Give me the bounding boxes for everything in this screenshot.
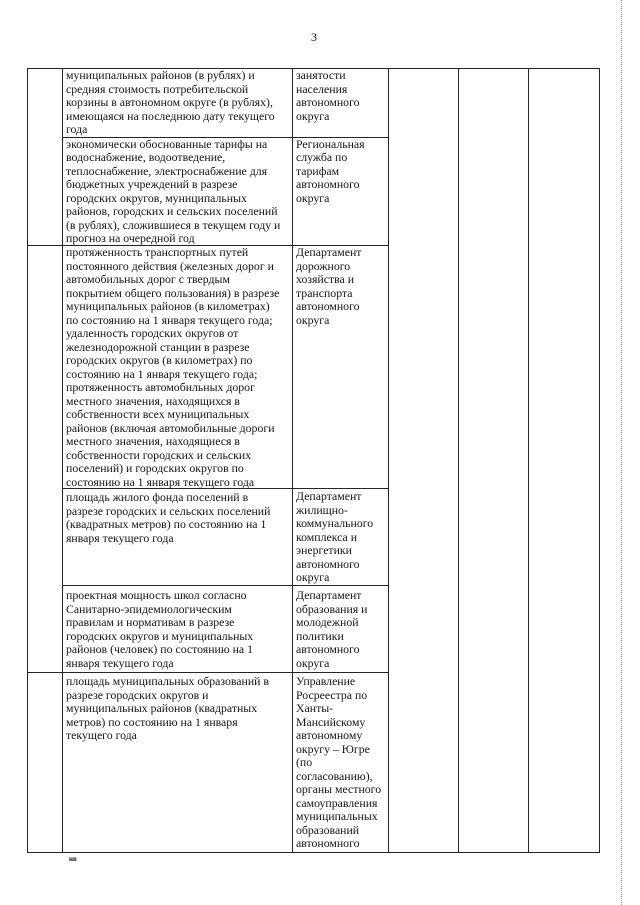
responsible-line: автономного — [296, 642, 360, 656]
responsible-line: автономного — [296, 836, 360, 850]
responsible-line: автономного — [296, 556, 360, 571]
responsible-line: самоуправления — [296, 795, 378, 810]
responsible-line: Региональная — [296, 136, 365, 151]
responsible-line: округу – Югре — [296, 741, 370, 756]
row-6-description — [66, 675, 269, 743]
description-line: января текущего года — [66, 530, 174, 545]
responsible-line: Ханты- — [296, 701, 334, 715]
responsible-line: образования и — [296, 601, 368, 616]
description-line: по состоянию на 1 января текущего года; — [66, 312, 273, 327]
description-line: водоснабжение, водоотведение, — [66, 150, 226, 164]
row-1-responsible — [296, 69, 360, 123]
responsible-line: жилищно- — [296, 502, 348, 517]
description-line: районов (включая автомобильные дороги — [66, 420, 275, 435]
row-separator — [27, 672, 388, 673]
description-line: (в рублях), сложившиеся в текущем году и — [66, 217, 281, 232]
description-line: протяженность автомобильных дорог — [66, 380, 255, 394]
responsible-line: органы местного — [296, 782, 382, 796]
table-border-bottom — [27, 852, 600, 853]
description-line: площадь жилого фонда поселений в — [66, 490, 249, 504]
description-line: городских округов и муниципальных — [66, 628, 254, 643]
table-border-vertical — [27, 68, 28, 852]
responsible-line: автономному — [296, 728, 363, 742]
description-line: районов, городских и сельских поселений — [66, 204, 278, 218]
responsible-line: коммунального — [296, 516, 374, 530]
row-3-responsible — [296, 246, 361, 327]
description-line: местного значения, находящиеся в — [66, 434, 240, 448]
responsible-line: округа — [296, 108, 330, 123]
responsible-line: Управление — [296, 674, 356, 688]
description-line: прогноз на очередной год — [66, 231, 195, 245]
row-2-description — [66, 138, 280, 246]
description-line: местного значения, находящихся в — [66, 393, 240, 408]
responsible-line: Мансийскому — [296, 714, 366, 729]
responsible-line: автономного — [296, 95, 360, 109]
responsible-line: дорожного — [296, 258, 351, 273]
description-line: протяженность транспортных путей — [66, 245, 249, 259]
description-line: проектная мощность школ согласно — [66, 588, 247, 602]
description-line: железнодорожной станции в разрезе — [66, 339, 250, 354]
table-border-vertical — [388, 68, 389, 852]
description-line: собственности всех муниципальных — [66, 407, 250, 421]
description-line: удаленность городских округов от — [66, 326, 239, 340]
row-6-responsible — [296, 675, 381, 851]
description-line: имеющаяся на последнюю дату текущего — [66, 108, 275, 123]
row-1-description — [66, 69, 275, 137]
table-border-vertical — [599, 68, 600, 852]
responsible-line: занятости — [296, 68, 346, 82]
description-line: разрезе городских округов и — [66, 687, 209, 702]
description-line: площадь муниципальных образований в — [66, 674, 270, 688]
responsible-line: Росреестра по — [296, 687, 368, 702]
responsible-line: согласованию), — [296, 768, 373, 783]
responsible-line: молодежной — [296, 615, 359, 629]
row-4-responsible — [296, 490, 373, 585]
description-line: правилам и нормативам в разрезе — [66, 615, 235, 629]
description-line: поселений) и городских округов по — [66, 461, 244, 475]
description-line: разрезе городских и сельских поселений — [66, 503, 271, 518]
responsible-line: транспорта — [296, 285, 353, 300]
table-border-vertical — [62, 68, 63, 852]
responsible-line: Департамент — [296, 489, 362, 503]
responsible-line: округа — [296, 190, 330, 205]
responsible-line: Департамент — [296, 588, 362, 602]
row-5-responsible — [296, 589, 368, 670]
description-line: года — [66, 122, 88, 136]
description-line: районов (человек) по состоянию на 1 — [66, 642, 254, 656]
responsible-line: округа — [296, 655, 330, 670]
table-border-vertical — [458, 68, 459, 852]
responsible-line: муниципальных — [296, 809, 378, 823]
description-line: состоянию на 1 января текущего года; — [66, 366, 258, 381]
page-number: 3 — [311, 30, 317, 44]
responsible-line: энергетики — [296, 543, 352, 557]
description-line: текущего года — [66, 728, 137, 742]
table-border-vertical — [528, 68, 529, 852]
row-separator — [62, 585, 388, 586]
responsible-line: политики — [296, 628, 344, 643]
description-line: городских округов (в километрах) по — [66, 353, 253, 367]
responsible-line: округа — [296, 312, 330, 327]
responsible-line: (по — [296, 755, 313, 769]
description-line: Санитарно-эпидемиологическим — [66, 601, 232, 616]
row-3-description — [66, 246, 279, 489]
responsible-line: хозяйства и — [296, 272, 355, 286]
description-line: бюджетных учреждений в разрезе — [66, 177, 238, 191]
responsible-line: автономного — [296, 177, 360, 191]
responsible-line: округа — [296, 570, 330, 584]
row-2-responsible — [296, 138, 365, 206]
description-line: января текущего года — [66, 655, 174, 670]
row-5-description — [66, 589, 253, 670]
table-border-vertical — [292, 68, 293, 852]
description-line: состоянию на 1 января текущего года — [66, 474, 255, 489]
responsible-line: тарифам — [296, 163, 340, 178]
description-line: покрытием общего пользования) в разрезе — [66, 285, 280, 300]
description-line: метров) по состоянию на 1 января — [66, 714, 238, 729]
responsible-line: автономного — [296, 299, 360, 313]
scan-edge-artifact — [621, 0, 622, 905]
description-line: автомобильных дорог с твердым — [66, 272, 230, 286]
row-4-description — [66, 491, 270, 545]
responsible-line: служба по — [296, 150, 348, 164]
description-line: муниципальных районов (квадратных — [66, 701, 258, 715]
description-line: муниципальных районов (в рублях) и — [66, 68, 255, 82]
description-line: муниципальных районов (в километрах) — [66, 299, 270, 313]
footer-mark: нв — [69, 855, 77, 863]
description-line: собственности городских и сельских — [66, 447, 252, 462]
description-line: (квадратных метров) по состоянию на 1 — [66, 517, 267, 531]
description-line: корзины в автономном округе (в рублях), — [66, 95, 273, 109]
responsible-line: населения — [296, 81, 348, 96]
responsible-line: комплекса и — [296, 529, 358, 544]
description-line: экономически обоснованные тарифы на — [66, 136, 268, 151]
responsible-line: Департамент — [296, 245, 362, 259]
description-line: постоянного действия (железных дорог и — [66, 258, 274, 273]
description-line: городских округов, муниципальных — [66, 190, 247, 205]
responsible-line: образований — [296, 822, 360, 837]
description-line: средняя стоимость потребительской — [66, 81, 249, 96]
description-line: теплоснабжение, электроснабжение для — [66, 163, 268, 178]
